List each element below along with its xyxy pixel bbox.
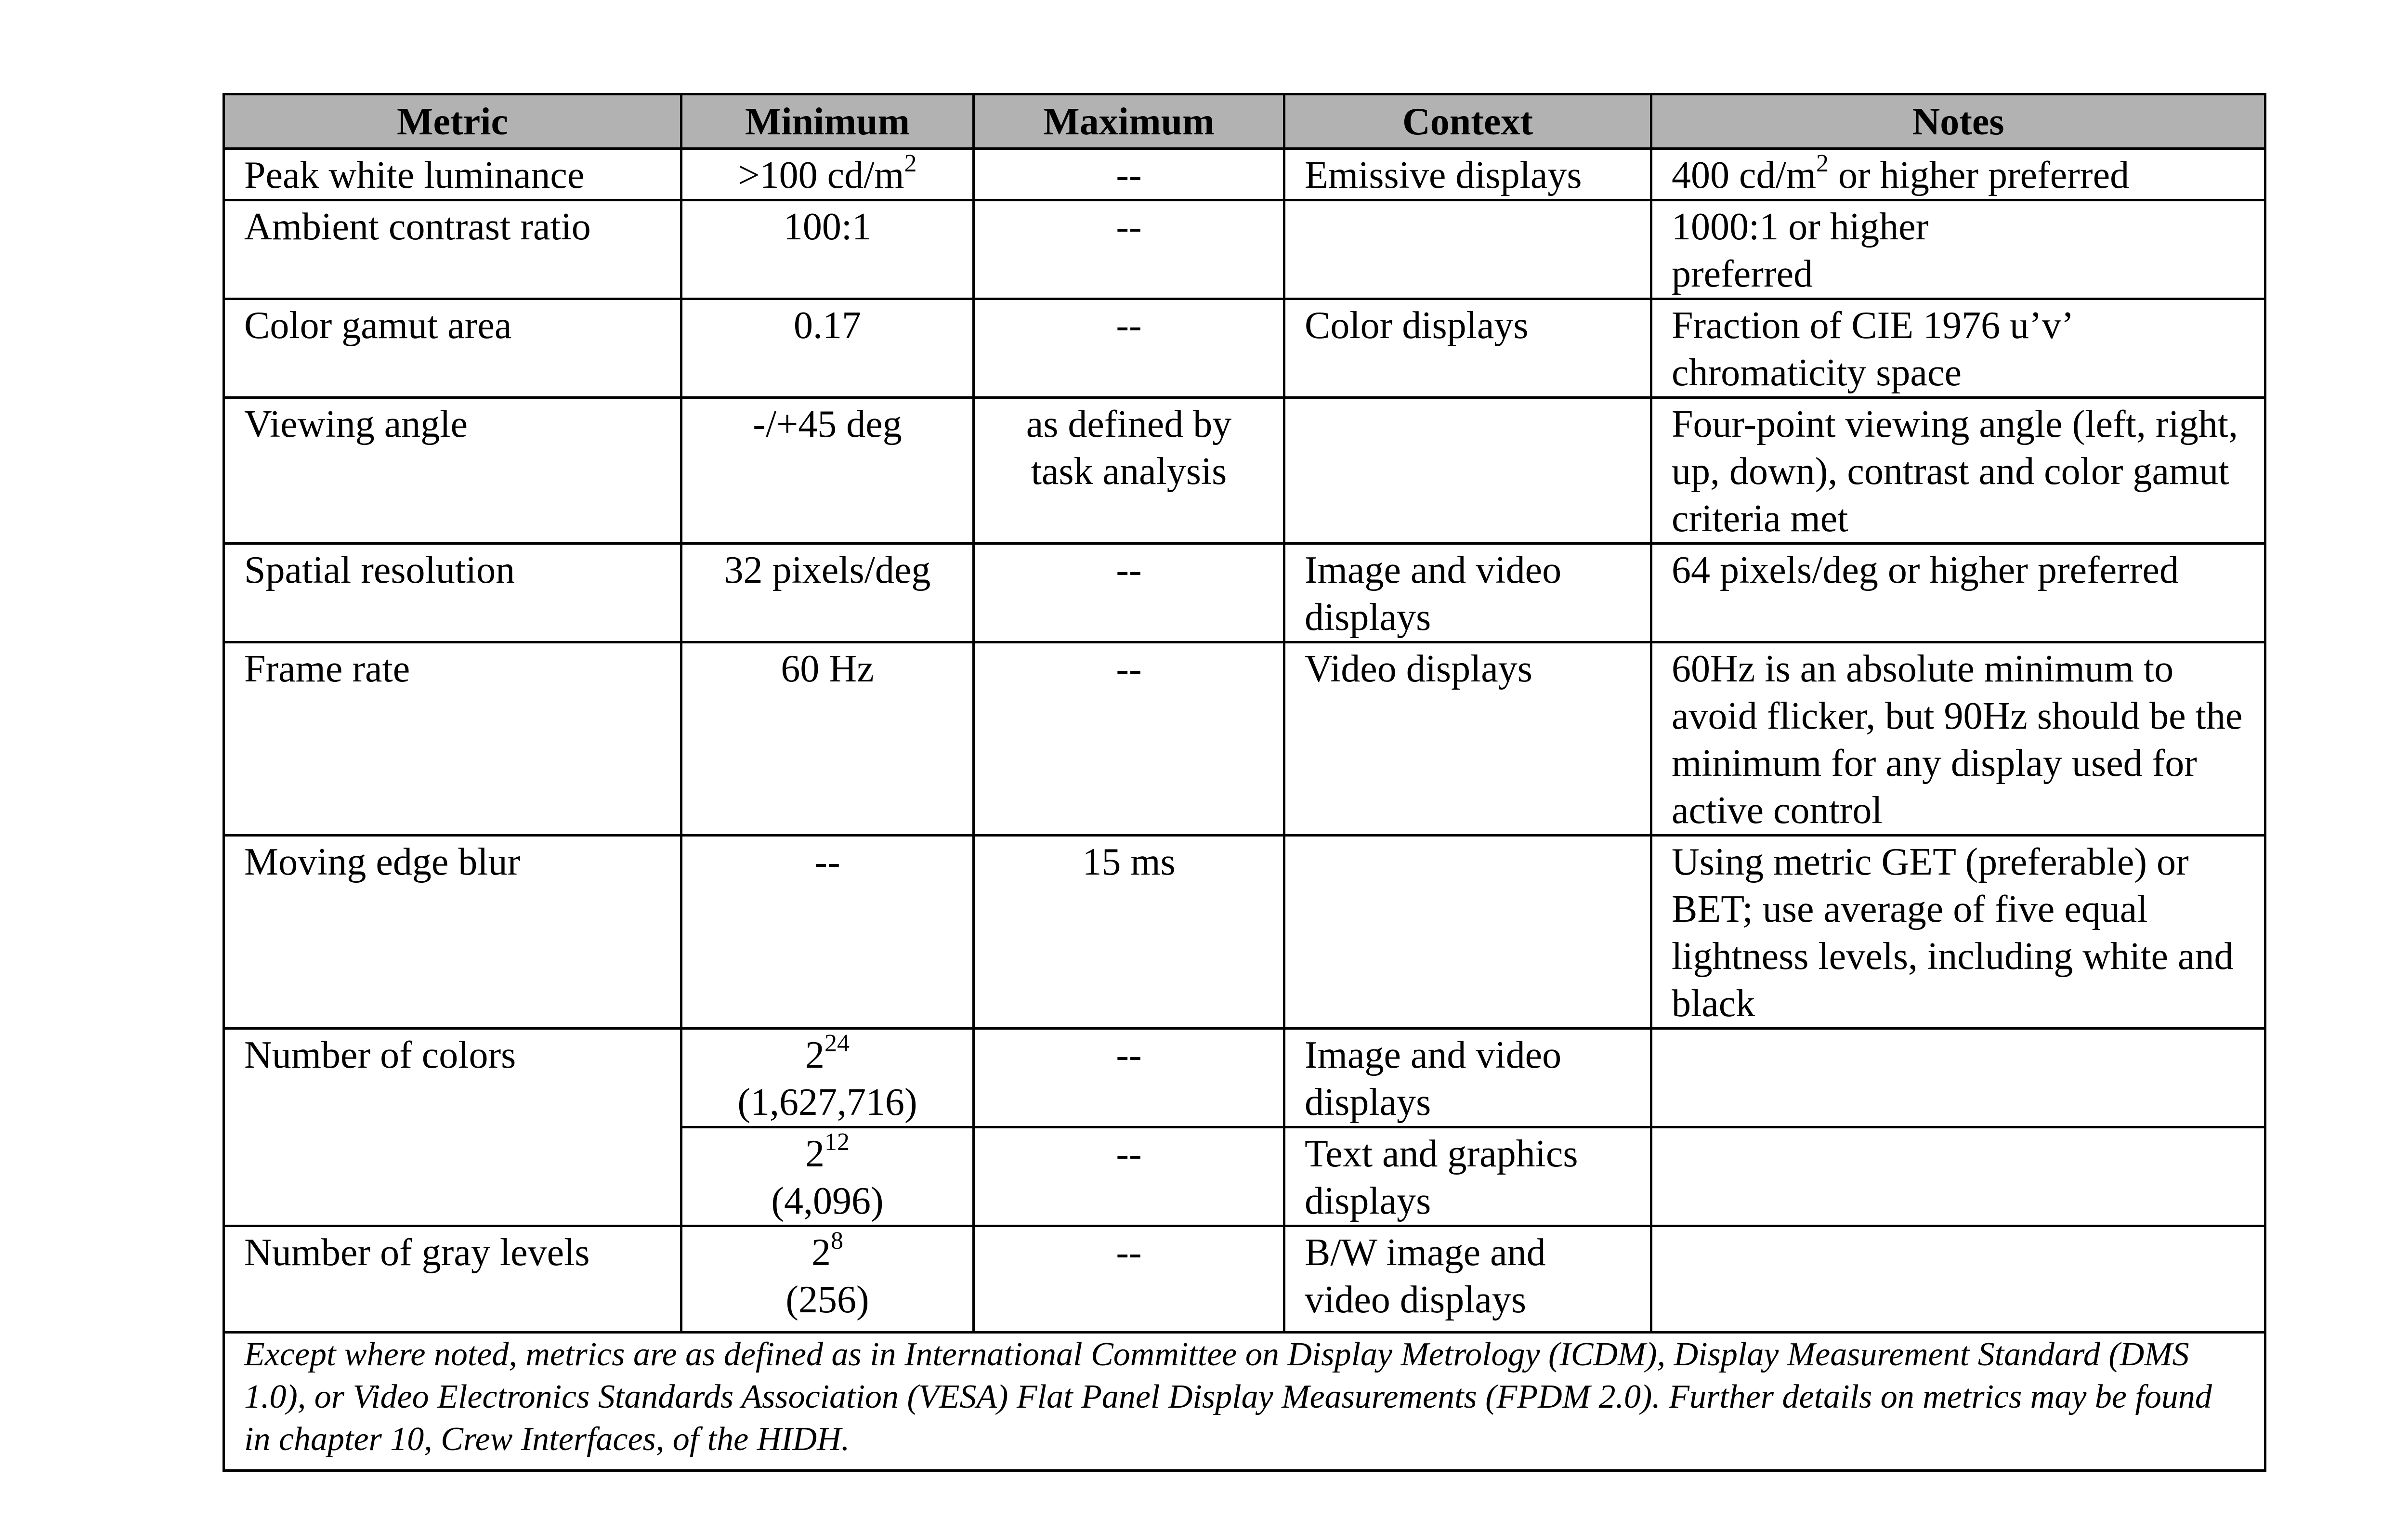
table-row: [224, 299, 2265, 398]
maximum-cell: --: [974, 544, 1284, 642]
metric-cell: Spatial resolution: [224, 544, 681, 642]
context-cell: Video displays: [1284, 642, 1651, 836]
table-row: [224, 1029, 2265, 1127]
notes-cell: 1000:1 or higher preferred: [1651, 200, 2265, 299]
context-cell: Text and graphics displays: [1284, 1127, 1651, 1226]
minimum-cell: $2^{24}$ (1,627,716): [681, 1029, 974, 1127]
maximum-cell: --: [974, 200, 1284, 299]
minimum-cell: -/+45 deg: [681, 398, 974, 544]
table-row: [224, 149, 2265, 200]
metric-cell: Number of colors: [224, 1029, 681, 1226]
header-minimum: Minimum: [681, 94, 974, 149]
table-row: [224, 544, 2265, 642]
notes-cell: Four-point viewing angle (left, right, up, down), contrast and color gamut criteria met: [1651, 398, 2265, 544]
table-row: [224, 398, 2265, 544]
metric-cell: Viewing angle: [224, 398, 681, 544]
maximum-cell: as defined by task analysis: [974, 398, 1284, 544]
context-cell: B/W image and video displays: [1284, 1226, 1651, 1333]
table-row: [224, 200, 2265, 299]
notes-cell: [1651, 1029, 2265, 1127]
context-cell: Color displays: [1284, 299, 1651, 398]
context-cell: [1284, 200, 1651, 299]
table-row: [224, 1226, 2265, 1333]
minimum-cell: --: [681, 836, 974, 1029]
table-row: [224, 642, 2265, 836]
footnote-row: [224, 1333, 2265, 1471]
maximum-cell: --: [974, 1127, 1284, 1226]
header-context: Context: [1284, 94, 1651, 149]
context-cell: Emissive displays: [1284, 149, 1651, 200]
metric-cell: Ambient contrast ratio: [224, 200, 681, 299]
context-cell: Image and video displays: [1284, 544, 1651, 642]
notes-cell: Fraction of CIE 1976 u’v’ chromaticity space: [1651, 299, 2265, 398]
table-row: [224, 836, 2265, 1029]
notes-cell: 400 $cd/m^2$ or higher preferred: [1651, 149, 2265, 200]
minimum-cell: 32 pixels/deg: [681, 544, 974, 642]
metric-cell: Number of gray levels: [224, 1226, 681, 1333]
maximum-cell: --: [974, 1029, 1284, 1127]
context-cell: [1284, 836, 1651, 1029]
minimum-cell: $2^{12}$ (4,096): [681, 1127, 974, 1226]
maximum-cell: --: [974, 149, 1284, 200]
notes-cell: Using metric GET (preferable) or BET; use average of five equal lightness levels, including white and black: [1651, 836, 2265, 1029]
minimum-cell: 100:1: [681, 200, 974, 299]
context-cell: [1284, 398, 1651, 544]
header-metric: Metric: [224, 94, 681, 149]
context-cell: Image and video displays: [1284, 1029, 1651, 1127]
maximum-cell: --: [974, 642, 1284, 836]
metric-cell: Color gamut area: [224, 299, 681, 398]
table-footnote: Except where noted, metrics are as defined as in International Committee on Display Metrology (ICDM), Display Measurement Standard (DMS 1.0), or Video Electronics Standards Association (VESA) Flat Panel Display Measurements (FPDM 2.0). Further details on metrics may be found in chapter 10, Crew Interfaces, of the HIDH.: [224, 1333, 2265, 1471]
metric-cell: Peak white luminance: [224, 149, 681, 200]
metric-cell: Moving edge blur: [224, 836, 681, 1029]
maximum-cell: --: [974, 299, 1284, 398]
maximum-cell: --: [974, 1226, 1284, 1333]
notes-cell: [1651, 1226, 2265, 1333]
header-notes: Notes: [1651, 94, 2265, 149]
minimum-cell: >100 $cd/m^2$: [681, 149, 974, 200]
minimum-cell: $2^8$ (256): [681, 1226, 974, 1333]
header-maximum: Maximum: [974, 94, 1284, 149]
minimum-cell: 60 Hz: [681, 642, 974, 836]
header-row: [224, 94, 2265, 149]
maximum-cell: 15 ms: [974, 836, 1284, 1029]
notes-cell: [1651, 1127, 2265, 1226]
notes-cell: 64 pixels/deg or higher preferred: [1651, 544, 2265, 642]
metric-cell: Frame rate: [224, 642, 681, 836]
display-metrics-table: [222, 93, 2266, 1472]
minimum-cell: 0.17: [681, 299, 974, 398]
notes-cell: 60Hz is an absolute minimum to avoid flicker, but 90Hz should be the minimum for any display used for active control: [1651, 642, 2265, 836]
